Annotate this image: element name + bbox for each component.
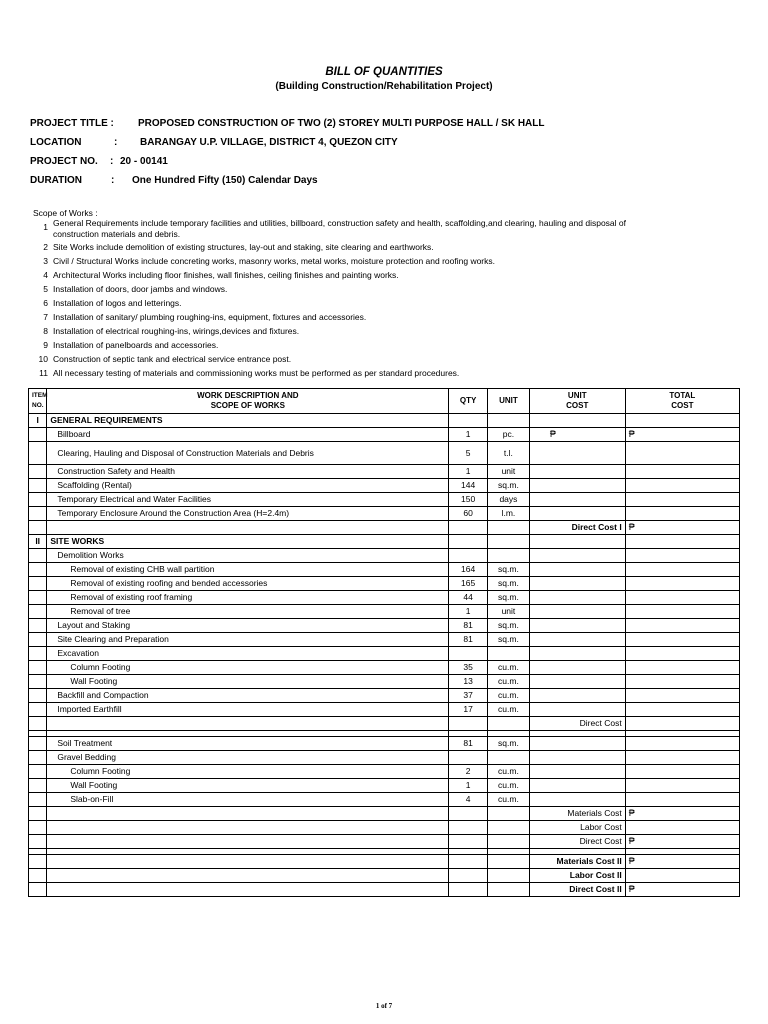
scope-number: 6 — [43, 298, 48, 308]
scope-number: 1 — [43, 222, 48, 232]
page-number: 1 of 7 — [375, 1002, 393, 1010]
scope-item — [30, 298, 710, 309]
labor-cost-ii-label: Labor Cost II — [529, 869, 625, 883]
location-value: BARANGAY U.P. VILLAGE, DISTRICT 4, QUEZON CITY — [140, 137, 398, 148]
materials-cost-label: Materials Cost — [529, 807, 625, 821]
row-qty: 1 — [449, 428, 488, 442]
document-subtitle: (Building Construction/Rehabilitation Project) — [275, 81, 493, 92]
row-qty: 2 — [449, 765, 488, 779]
table-row — [29, 507, 740, 521]
row-unit: cu.m. — [488, 765, 530, 779]
section-title: GENERAL REQUIREMENTS — [47, 414, 449, 428]
scope-item — [30, 354, 710, 365]
table-row — [29, 751, 740, 765]
row-qty: 5 — [449, 442, 488, 465]
row-description: Removal of existing CHB wall partition — [47, 563, 449, 577]
row-unit: cu.m. — [488, 675, 530, 689]
row-qty: 150 — [449, 493, 488, 507]
row-unit: cu.m. — [488, 779, 530, 793]
scope-item — [30, 242, 710, 253]
direct-cost-label: Direct Cost — [529, 835, 625, 849]
location-colon: : — [114, 137, 118, 148]
scope-text: Installation of sanitary/ plumbing roughing-ins, equipment, fixtures and accessories. — [53, 312, 367, 322]
scope-item — [30, 340, 710, 351]
table-row — [29, 577, 740, 591]
duration-colon: : — [111, 175, 115, 186]
row-unit: l.m. — [488, 507, 530, 521]
row-description: Removal of existing roofing and bended accessories — [47, 577, 449, 591]
row-unit: sq.m. — [488, 479, 530, 493]
table-row — [29, 883, 740, 897]
header-qty: QTY — [449, 389, 488, 414]
section-number: II — [29, 535, 47, 549]
scope-item — [30, 270, 710, 281]
scope-number: 8 — [43, 326, 48, 336]
table-row — [29, 619, 740, 633]
row-unit: days — [488, 493, 530, 507]
duration-label: DURATION — [30, 175, 83, 186]
row-unit: cu.m. — [488, 793, 530, 807]
row-description: Column Footing — [47, 765, 449, 779]
scope-number: 3 — [43, 256, 48, 266]
row-qty: 17 — [449, 703, 488, 717]
table-row — [29, 465, 740, 479]
table-row — [29, 807, 740, 821]
row-qty: 4 — [449, 793, 488, 807]
row-description: Construction Safety and Health — [47, 465, 449, 479]
labor-cost-label: Labor Cost — [529, 821, 625, 835]
row-qty: 81 — [449, 619, 488, 633]
row-qty: 81 — [449, 737, 488, 751]
peso-sign: ₱ — [628, 429, 635, 439]
scope-item — [30, 256, 710, 267]
table-row — [29, 779, 740, 793]
scope-text: Installation of logos and letterings. — [53, 298, 182, 308]
peso-sign: ₱ — [628, 522, 635, 532]
row-qty: 13 — [449, 675, 488, 689]
scope-text: Installation of panelboards and accessories. — [53, 340, 219, 350]
row-qty: 35 — [449, 661, 488, 675]
table-row — [29, 835, 740, 849]
row-qty: 165 — [449, 577, 488, 591]
table-row — [29, 442, 740, 465]
header-unit-cost: UNIT COST — [529, 389, 625, 414]
section-number: I — [29, 414, 47, 428]
direct-cost-i-label: Direct Cost I — [529, 521, 625, 535]
table-row — [29, 563, 740, 577]
scope-heading: Scope of Works : — [33, 208, 98, 218]
scope-number: 11 — [39, 368, 48, 378]
scope-list — [30, 218, 710, 379]
table-row — [29, 765, 740, 779]
header-total-cost: TOTAL COST — [625, 389, 739, 414]
table-row — [29, 821, 740, 835]
table-header-row — [29, 389, 740, 414]
table-row — [29, 869, 740, 883]
table-row — [29, 591, 740, 605]
row-description: Scaffolding (Rental) — [47, 479, 449, 493]
scope-number: 7 — [43, 312, 48, 322]
row-description: Column Footing — [47, 661, 449, 675]
scope-number: 10 — [38, 354, 48, 364]
scope-item — [30, 368, 710, 379]
row-qty: 1 — [449, 605, 488, 619]
table-row — [29, 647, 740, 661]
row-description: Wall Footing — [47, 675, 449, 689]
scope-text: Installation of electrical roughing-ins, wirings,devices and fixtures. — [53, 326, 300, 336]
direct-cost-label: Direct Cost — [529, 717, 625, 731]
row-description: Removal of existing roof framing — [47, 591, 449, 605]
table-row — [29, 521, 740, 535]
row-unit: sq.m. — [488, 563, 530, 577]
scope-text: Installation of doors, door jambs and windows. — [53, 284, 228, 294]
scope-item — [30, 218, 710, 239]
row-description: Temporary Enclosure Around the Construction Area (H=2.4m) — [47, 507, 449, 521]
table-row — [29, 675, 740, 689]
row-qty: 60 — [449, 507, 488, 521]
row-unit: cu.m. — [488, 689, 530, 703]
peso-sign: ₱ — [628, 808, 635, 818]
scope-number: 5 — [43, 284, 48, 294]
peso-sign: ₱ — [628, 856, 635, 866]
row-description: Temporary Electrical and Water Facilities — [47, 493, 449, 507]
scope-text: Architectural Works including floor finishes, wall finishes, ceiling finishes and painting works. — [53, 270, 399, 280]
table-row — [29, 428, 740, 442]
table-row — [29, 479, 740, 493]
row-unit: t.l. — [488, 442, 530, 465]
table-row — [29, 717, 740, 731]
row-description: Site Clearing and Preparation — [47, 633, 449, 647]
project-title-label: PROJECT TITLE : — [30, 118, 114, 129]
row-description: Layout and Staking — [47, 619, 449, 633]
subsection-title: Gravel Bedding — [47, 751, 449, 765]
row-qty: 44 — [449, 591, 488, 605]
header-unit: UNIT — [488, 389, 530, 414]
row-description: Soil Treatment — [47, 737, 449, 751]
row-description: Removal of tree — [47, 605, 449, 619]
row-description: Clearing, Hauling and Disposal of Construction Materials and Debris — [47, 442, 449, 465]
scope-number: 4 — [43, 270, 48, 280]
row-qty: 1 — [449, 779, 488, 793]
project-no-colon: : — [110, 156, 114, 167]
row-qty: 81 — [449, 633, 488, 647]
row-unit: sq.m. — [488, 591, 530, 605]
row-description: Slab-on-Fill — [47, 793, 449, 807]
scope-text: Construction of septic tank and electrical service entrance post. — [53, 354, 292, 364]
row-unit: pc. — [488, 428, 530, 442]
table-row — [29, 703, 740, 717]
row-qty: 164 — [449, 563, 488, 577]
document-title: BILL OF QUANTITIES — [325, 66, 443, 78]
table-row — [29, 605, 740, 619]
scope-number: 9 — [43, 340, 48, 350]
table-row — [29, 633, 740, 647]
scope-text: Civil / Structural Works include concreting works, masonry works, metal works, moisture protection and roofing works. — [53, 256, 495, 266]
section-row — [29, 535, 740, 549]
bill-of-quantities-table — [28, 388, 740, 897]
peso-sign: ₱ — [628, 836, 635, 846]
table-row — [29, 493, 740, 507]
location-label: LOCATION — [30, 137, 82, 148]
row-unit: unit — [488, 465, 530, 479]
table-row — [29, 661, 740, 675]
peso-sign: ₱ — [549, 429, 556, 439]
table-row — [29, 737, 740, 751]
subsection-title: Excavation — [47, 647, 449, 661]
section-row — [29, 414, 740, 428]
row-qty: 37 — [449, 689, 488, 703]
materials-cost-ii-label: Materials Cost II — [529, 855, 625, 869]
subsection-title: Demolition Works — [47, 549, 449, 563]
project-no-label: PROJECT NO. — [30, 156, 98, 167]
row-description: Backfill and Compaction — [47, 689, 449, 703]
row-unit: sq.m. — [488, 619, 530, 633]
row-qty: 1 — [449, 465, 488, 479]
scope-text: All necessary testing of materials and commissioning works must be performed as per standard procedures. — [53, 368, 460, 378]
row-qty: 144 — [449, 479, 488, 493]
row-unit: cu.m. — [488, 661, 530, 675]
scope-number: 2 — [43, 242, 48, 252]
row-description: Billboard — [47, 428, 449, 442]
row-unit: unit — [488, 605, 530, 619]
project-title-value: PROPOSED CONSTRUCTION OF TWO (2) STOREY MULTI PURPOSE HALL / SK HALL — [138, 118, 545, 129]
table-row — [29, 689, 740, 703]
row-description: Wall Footing — [47, 779, 449, 793]
scope-text: Site Works include demolition of existing structures, lay-out and staking, site clearing and earthworks. — [53, 242, 434, 252]
scope-item — [30, 312, 710, 323]
project-no-value: 20 - 00141 — [120, 156, 168, 167]
row-unit: sq.m. — [488, 737, 530, 751]
table-row — [29, 855, 740, 869]
scope-item — [30, 326, 710, 337]
row-description: Imported Earthfill — [47, 703, 449, 717]
table-row — [29, 549, 740, 563]
header-description: WORK DESCRIPTION AND SCOPE OF WORKS — [47, 389, 449, 414]
scope-text: General Requirements include temporary facilities and utilities, billboard, construction safety and health, scaffolding,and clearing, hauling and disposal of construction materials and debris. — [53, 218, 626, 239]
table-row — [29, 793, 740, 807]
direct-cost-ii-label: Direct Cost II — [529, 883, 625, 897]
header-item-no: ITEM NO. — [29, 389, 47, 414]
row-unit: sq.m. — [488, 577, 530, 591]
duration-value: One Hundred Fifty (150) Calendar Days — [132, 175, 318, 186]
row-unit: sq.m. — [488, 633, 530, 647]
section-title: SITE WORKS — [47, 535, 449, 549]
peso-sign: ₱ — [628, 884, 635, 894]
row-unit: cu.m. — [488, 703, 530, 717]
scope-item — [30, 284, 710, 295]
